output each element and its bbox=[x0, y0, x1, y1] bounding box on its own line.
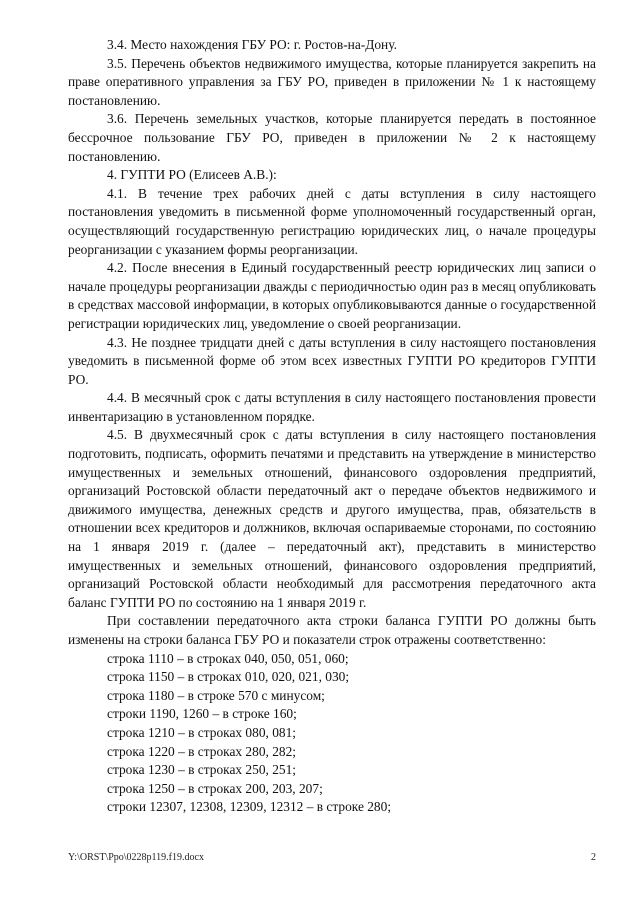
list-item: строка 1180 – в строке 570 с минусом; bbox=[107, 687, 325, 703]
list-item: строки 1190, 1260 – в строке 160; bbox=[107, 706, 297, 722]
paragraph-4-3: 4.3. Не позднее тридцати дней с даты вступления в силу настоящего постановления уведомить в письменной форме об этом всех известных ГУПТИ РО кредиторов ГУПТИ РО. bbox=[68, 334, 596, 387]
paragraph-4-5: 4.5. В двухмесячный срок с даты вступления в силу настоящего постановления подготовить, подписать, оформить печатями и представить на утверждение в министерство имущественных и земельных отношений, финансового оздоровления предприятий, организаций Ростовской области передаточный акт о передаче объектов недвижимого и движимого имущества, денежных средств и другого имущества, прав, обязательств в отношении всех кредиторов и должников, включая оспариваемые сторонами, по состоянию на 1 января 2019 г. (далее – передаточный акт), представить в министерство имущественных и земельных отношений, финансового оздоровления предприятий, организаций Ростовской области необходимый для рассмотрения передаточного акта баланс ГУПТИ РО по состоянию на 1 января 2019 г. bbox=[68, 427, 596, 610]
balance-rows-list bbox=[68, 650, 596, 817]
document-body bbox=[68, 36, 596, 817]
list-item: строка 1110 – в строках 040, 050, 051, 060; bbox=[107, 650, 349, 666]
list-item: строки 12307, 12308, 12309, 12312 – в строке 280; bbox=[107, 799, 392, 815]
paragraph-4-4: 4.4. В месячный срок с даты вступления в силу настоящего постановления провести инвентаризацию в установленном порядке. bbox=[68, 390, 596, 424]
list-item: строка 1230 – в строках 250, 251; bbox=[107, 762, 297, 778]
list-item: строка 1220 – в строках 280, 282; bbox=[107, 743, 297, 759]
paragraph-3-5: 3.5. Перечень объектов недвижимого имущества, которые планируется закрепить на праве оперативного управления за ГБУ РО, приведен в приложении № 1 к настоящему постановлению. bbox=[68, 55, 596, 108]
paragraph-3-4: 3.4. Место нахождения ГБУ РО: г. Ростов-на-Дону. bbox=[107, 37, 397, 52]
paragraph-3-6: 3.6. Перечень земельных участков, которые планируется передать в постоянное бессрочное пользование ГБУ РО, приведен в приложении № 2 к настоящему постановлению. bbox=[68, 111, 596, 164]
list-item: строка 1150 – в строках 010, 020, 021, 030; bbox=[107, 669, 350, 685]
list-item: строка 1250 – в строках 200, 203, 207; bbox=[107, 780, 323, 796]
file-path: Y:\ORST\Ppo\0228p119.f19.docx bbox=[68, 852, 204, 863]
paragraph-balance-intro: При составлении передаточного акта строки баланса ГУПТИ РО должны быть изменены на строки баланса ГБУ РО и показатели строк отражены соответственно: bbox=[68, 613, 596, 647]
paragraph-4: 4. ГУПТИ РО (Елисеев А.В.): bbox=[107, 167, 277, 183]
page-number: 2 bbox=[591, 852, 596, 863]
list-item: строка 1210 – в строках 080, 081; bbox=[107, 724, 297, 740]
paragraph-4-1: 4.1. В течение трех рабочих дней с даты вступления в силу настоящего постановления уведомить в письменной форме уполномоченный государственный орган, осуществляющий государственную регистрацию юридических лиц, о начале процедуры реорганизации с указанием формы реорганизации. bbox=[68, 185, 596, 257]
paragraph-4-2: 4.2. После внесения в Единый государственный реестр юридических лиц записи о начале процедуры реорганизации дважды с периодичностью один раз в месяц опубликовать в средствах массовой информации, в которых опубликовываются данные о государственной регистрации юридических лиц, уведомление о своей реорганизации. bbox=[68, 260, 596, 331]
